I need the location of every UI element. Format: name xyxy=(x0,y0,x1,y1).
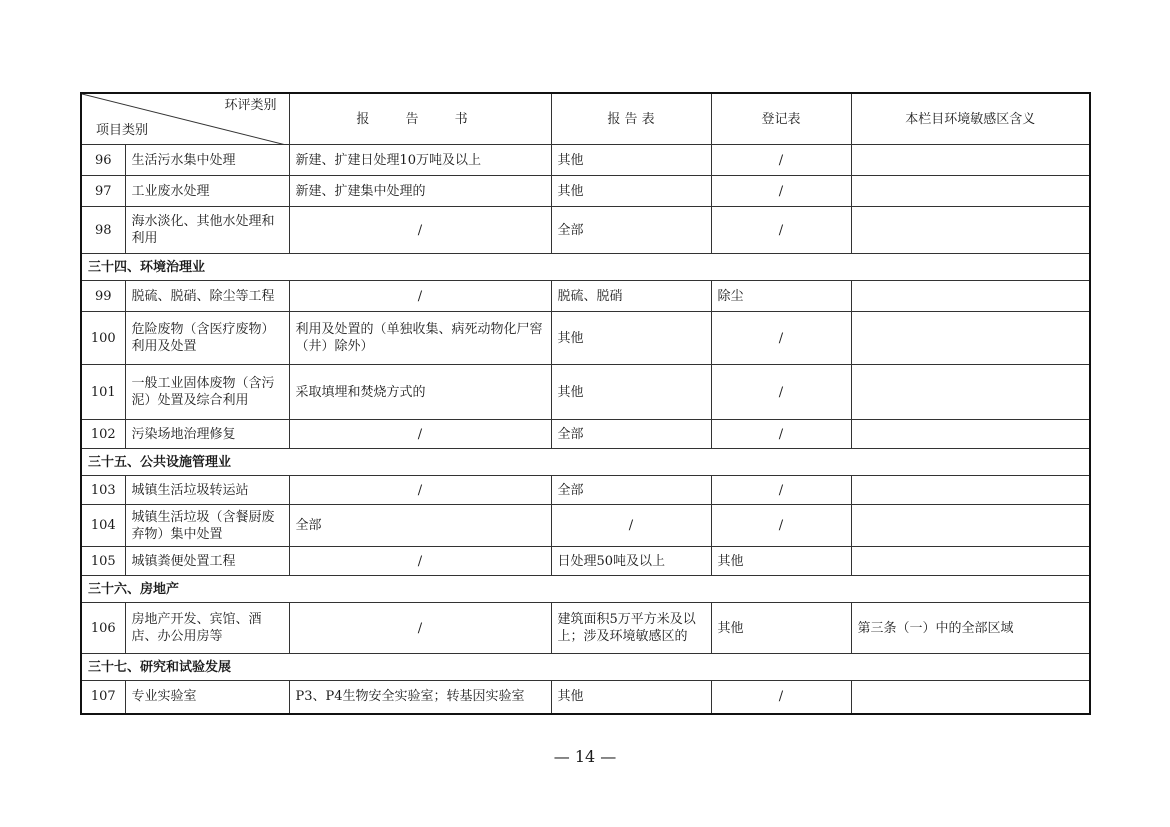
item-name: 一般工业固体废物（含污泥）处置及综合利用 xyxy=(125,365,289,420)
register-cell: 其他 xyxy=(711,547,851,576)
report-book-cell: P3、P4生物安全实验室；转基因实验室 xyxy=(289,681,551,714)
table-row xyxy=(81,476,1090,505)
report-book-cell: / xyxy=(289,207,551,254)
col-register-form: 登记表 xyxy=(711,93,851,145)
item-name: 专业实验室 xyxy=(125,681,289,714)
register-cell: / xyxy=(711,420,851,449)
report-book-cell: / xyxy=(289,603,551,654)
item-number: 107 xyxy=(81,681,125,714)
item-number: 102 xyxy=(81,420,125,449)
item-number: 106 xyxy=(81,603,125,654)
item-name: 城镇粪便处置工程 xyxy=(125,547,289,576)
sensitive-area-cell: 第三条（一）中的全部区域 xyxy=(851,603,1090,654)
header-row xyxy=(81,93,1090,145)
item-name: 生活污水集中处理 xyxy=(125,145,289,176)
item-name: 海水淡化、其他水处理和利用 xyxy=(125,207,289,254)
section-row xyxy=(81,449,1090,476)
report-form-cell: 日处理50吨及以上 xyxy=(551,547,711,576)
item-number: 99 xyxy=(81,281,125,312)
sensitive-area-cell xyxy=(851,681,1090,714)
sensitive-area-cell xyxy=(851,420,1090,449)
table-row xyxy=(81,603,1090,654)
item-number: 104 xyxy=(81,505,125,547)
report-book-cell: 全部 xyxy=(289,505,551,547)
table-row xyxy=(81,207,1090,254)
report-form-cell: 脱硫、脱硝 xyxy=(551,281,711,312)
table-row xyxy=(81,420,1090,449)
report-form-cell: 全部 xyxy=(551,207,711,254)
item-number: 101 xyxy=(81,365,125,420)
report-book-cell: 新建、扩建集中处理的 xyxy=(289,176,551,207)
item-number: 105 xyxy=(81,547,125,576)
report-form-cell: 其他 xyxy=(551,312,711,365)
section-row xyxy=(81,254,1090,281)
section-title: 三十五、公共设施管理业 xyxy=(81,449,1090,476)
sensitive-area-cell xyxy=(851,476,1090,505)
table-row xyxy=(81,176,1090,207)
eia-classification-table xyxy=(80,92,1091,715)
page-number: — 14 — xyxy=(553,747,617,766)
table-row xyxy=(81,281,1090,312)
report-form-cell: 全部 xyxy=(551,420,711,449)
item-name: 污染场地治理修复 xyxy=(125,420,289,449)
section-title: 三十六、房地产 xyxy=(81,576,1090,603)
register-cell: / xyxy=(711,145,851,176)
sensitive-area-cell xyxy=(851,207,1090,254)
report-form-cell: 其他 xyxy=(551,365,711,420)
report-book-cell: 利用及处置的（单独收集、病死动物化尸窖（井）除外） xyxy=(289,312,551,365)
item-name: 危险废物（含医疗废物）利用及处置 xyxy=(125,312,289,365)
col-report-form: 报 告 表 xyxy=(551,93,711,145)
sensitive-area-cell xyxy=(851,312,1090,365)
item-name: 脱硫、脱硝、除尘等工程 xyxy=(125,281,289,312)
sensitive-area-cell xyxy=(851,547,1090,576)
item-name: 城镇生活垃圾转运站 xyxy=(125,476,289,505)
sensitive-area-cell xyxy=(851,145,1090,176)
sensitive-area-cell xyxy=(851,365,1090,420)
table-row xyxy=(81,145,1090,176)
table-row xyxy=(81,365,1090,420)
report-form-cell: 建筑面积5万平方米及以上；涉及环境敏感区的 xyxy=(551,603,711,654)
item-name: 工业废水处理 xyxy=(125,176,289,207)
document-sheet xyxy=(80,92,1089,715)
table-body xyxy=(81,93,1090,714)
register-cell: / xyxy=(711,365,851,420)
report-form-cell: 其他 xyxy=(551,176,711,207)
table-row xyxy=(81,547,1090,576)
item-name: 房地产开发、宾馆、酒店、办公用房等 xyxy=(125,603,289,654)
report-form-cell: 其他 xyxy=(551,145,711,176)
col-report-book: 报 告 书 xyxy=(289,93,551,145)
register-cell: / xyxy=(711,681,851,714)
item-number: 96 xyxy=(81,145,125,176)
report-book-cell: 新建、扩建日处理10万吨及以上 xyxy=(289,145,551,176)
table-row xyxy=(81,505,1090,547)
item-number: 100 xyxy=(81,312,125,365)
section-title: 三十四、环境治理业 xyxy=(81,254,1090,281)
register-cell: / xyxy=(711,176,851,207)
register-cell: / xyxy=(711,505,851,547)
table-row xyxy=(81,681,1090,714)
section-title: 三十七、研究和试验发展 xyxy=(81,654,1090,681)
report-book-cell: / xyxy=(289,547,551,576)
report-book-cell: / xyxy=(289,420,551,449)
register-cell: 其他 xyxy=(711,603,851,654)
report-book-cell: 采取填埋和焚烧方式的 xyxy=(289,365,551,420)
table-row xyxy=(81,312,1090,365)
item-number: 98 xyxy=(81,207,125,254)
item-name: 城镇生活垃圾（含餐厨废弃物）集中处置 xyxy=(125,505,289,547)
register-cell: / xyxy=(711,207,851,254)
item-number: 103 xyxy=(81,476,125,505)
report-form-cell: / xyxy=(551,505,711,547)
sensitive-area-cell xyxy=(851,176,1090,207)
report-form-cell: 全部 xyxy=(551,476,711,505)
col-sensitive-area: 本栏目环境敏感区含义 xyxy=(851,93,1090,145)
section-row xyxy=(81,576,1090,603)
report-book-cell: / xyxy=(289,476,551,505)
report-form-cell: 其他 xyxy=(551,681,711,714)
section-row xyxy=(81,654,1090,681)
register-cell: / xyxy=(711,312,851,365)
report-book-cell: / xyxy=(289,281,551,312)
diagonal-header-cell xyxy=(81,93,289,145)
register-cell: / xyxy=(711,476,851,505)
sensitive-area-cell xyxy=(851,281,1090,312)
eia-category-label: 环评类别 xyxy=(224,98,277,113)
sensitive-area-cell xyxy=(851,505,1090,547)
project-category-label: 项目类别 xyxy=(96,123,149,138)
register-cell: 除尘 xyxy=(711,281,851,312)
item-number: 97 xyxy=(81,176,125,207)
